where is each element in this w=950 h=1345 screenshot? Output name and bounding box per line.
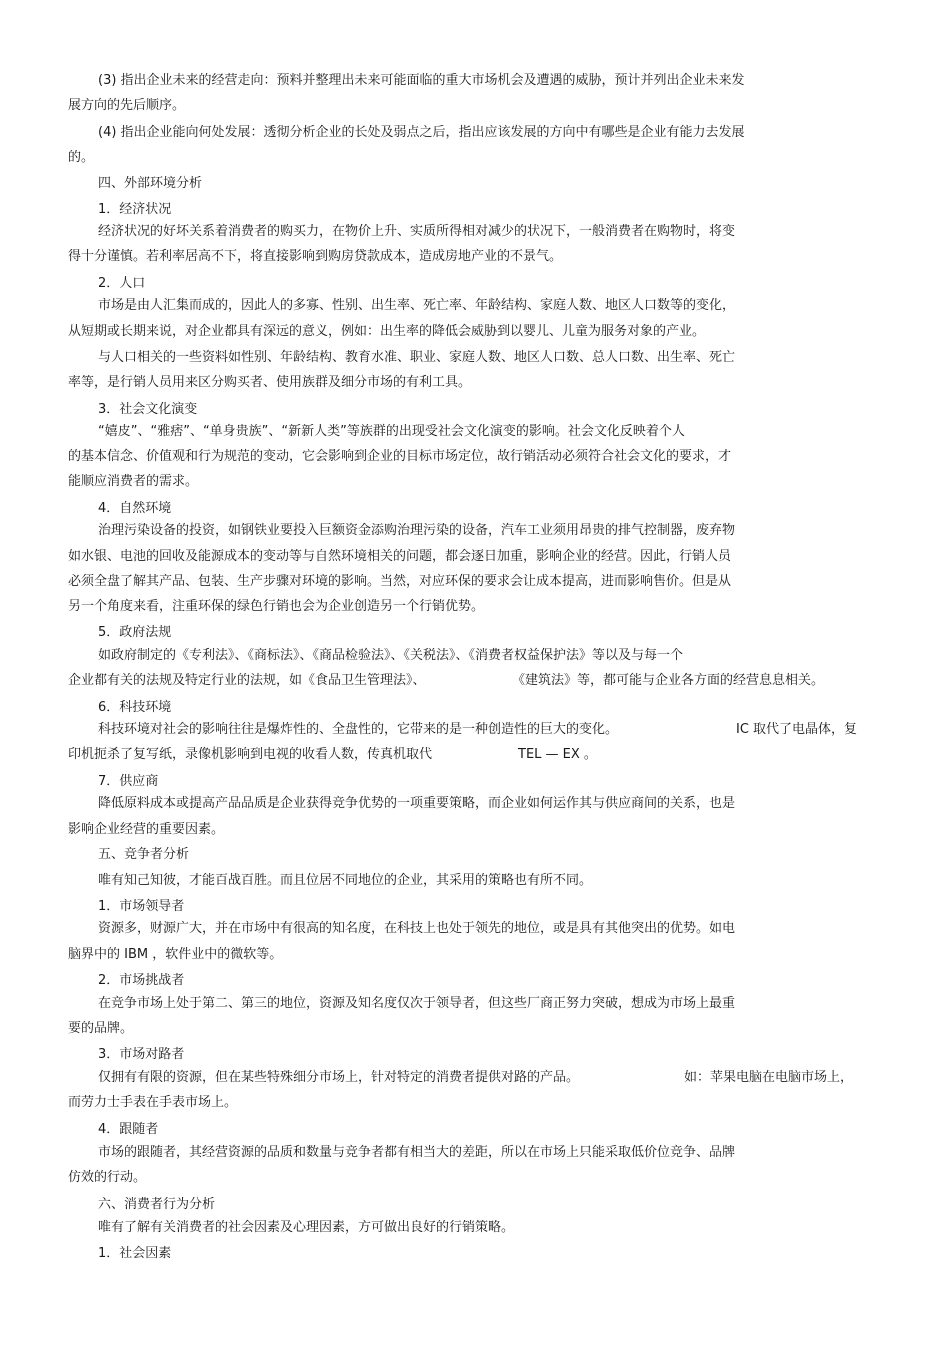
paragraph-line: 率等，是行销人员用来区分购买者、使用族群及细分市场的有利工具。 [68,375,472,390]
paragraph-line: 必须全盘了解其产品、包装、生产步骤对环境的影响。当然，对应环保的要求会让成本提高，进而影响售价。但是从 [68,574,732,589]
paragraph-line-fragment: 如：苹果电脑在电脑市场上， [684,1070,854,1085]
paragraph-line: 资源多，财源广大，并在市场中有很高的知名度，在科技上也处于领先的地位，或是具有其他突出的优势。如电 [98,921,736,936]
paragraph-line: 能顺应消费者的需求。 [68,474,199,489]
paragraph-line: “嬉皮”、“雅痞”、“单身贵族”、“新新人类”等族群的出现受社会文化演变的影响。社会文化反映着个人 [98,424,685,439]
subsection-heading: 2．市场挑战者 [98,973,185,988]
paragraph-line-fragment: IC 取代了电晶体，复 [736,722,858,737]
paragraph-line: 的基本信念、价值观和行为规范的变动，它会影响到企业的目标市场定位，故行销活动必须符合社会文化的要求，才 [68,449,732,464]
subsection-heading: 5．政府法规 [98,625,172,640]
paragraph-line: 企业都有关的法规及特定行业的法规，如《食品卫生管理法》、 [68,673,426,688]
subsection-heading: 3．社会文化演变 [98,402,198,417]
subsection-heading: 2．人口 [98,276,146,291]
paragraph-line: 如政府制定的《专利法》、《商标法》、《商品检验法》、《关税法》、《消费者权益保护法》等以及与每一个 [98,648,684,663]
paragraph-line: 治理污染设备的投资，如钢铁业要投入巨额资金添购治理污染的设备，汽车工业须用昂贵的排气控制器，废弃物 [98,523,736,538]
paragraph-line: (4) 指出企业能向何处发展：透彻分析企业的长处及弱点之后，指出应该发展的方向中有哪些是企业有能力去发展 [98,125,745,140]
paragraph-line: 唯有知己知彼，才能百战百胜。而且位居不同地位的企业，其采用的策略也有所不同。 [98,873,593,888]
paragraph-line: 另一个角度来看，注重环保的绿色行销也会为企业创造另一个行销优势。 [68,599,485,614]
paragraph-line: 的。 [68,150,95,165]
subsection-heading: 7．供应商 [98,774,159,789]
paragraph-line: 仿效的行动。 [68,1170,147,1185]
subsection-heading: 6．科技环境 [98,700,172,715]
subsection-heading: 1．社会因素 [98,1246,172,1261]
paragraph-line: 唯有了解有关消费者的社会因素及心理因素，方可做出良好的行销策略。 [98,1220,515,1235]
paragraph-line: 从短期或长期来说，对企业都具有深远的意义，例如：出生率的降低会威胁到以婴儿、儿童为服务对象的产业。 [68,324,706,339]
paragraph-line: 仅拥有有限的资源，但在某些特殊细分市场上，针对特定的消费者提供对路的产品。 [98,1070,580,1085]
paragraph-line: 经济状况的好坏关系着消费者的购买力，在物价上升、实质所得相对减少的状况下，一般消费者在购物时，将变 [98,224,736,239]
paragraph-line: 印机扼杀了复写纸，录像机影响到电视的收看人数，传真机取代 [68,747,433,762]
section-heading: 四、外部环境分析 [98,176,203,191]
paragraph-line-fragment: TEL — EX 。 [518,747,597,762]
paragraph-line: 市场是由人汇集而成的，因此人的多寡、性别、出生率、死亡率、年龄结构、家庭人数、地区人口数等的变化， [98,298,736,313]
paragraph-line: 与人口相关的一些资料如性别、年龄结构、教育水准、职业、家庭人数、地区人口数、总人口数、出生率、死亡 [98,350,736,365]
paragraph-line: 影响企业经营的重要因素。 [68,822,225,837]
subsection-heading: 3．市场对路者 [98,1047,185,1062]
paragraph-line: 展方向的先后顺序。 [68,98,186,113]
section-heading: 五、竞争者分析 [98,847,190,862]
subsection-heading: 4．自然环境 [98,501,172,516]
subsection-heading: 4．跟随者 [98,1122,159,1137]
paragraph-line-fragment: 《建筑法》等，都可能与企业各方面的经营息息相关。 [512,673,825,688]
subsection-heading: 1．经济状况 [98,202,172,217]
subsection-heading: 1．市场领导者 [98,899,185,914]
paragraph-line: (3) 指出企业未来的经营走向：预料并整理出未来可能面临的重大市场机会及遭遇的威胁，预计并列出企业未来发 [98,73,745,88]
paragraph-line: 要的品牌。 [68,1021,134,1036]
paragraph-line: 科技环境对社会的影响往往是爆炸性的、全盘性的，它带来的是一种创造性的巨大的变化。 [98,722,619,737]
paragraph-line: 得十分谨慎。若利率居高不下，将直接影响到购房贷款成本，造成房地产业的不景气。 [68,249,563,264]
paragraph-line: 降低原料成本或提高产品品质是企业获得竞争优势的一项重要策略，而企业如何运作其与供应商间的关系，也是 [98,796,736,811]
paragraph-line: 市场的跟随者，其经营资源的品质和数量与竞争者都有相当大的差距，所以在市场上只能采取低价位竞争、品牌 [98,1145,736,1160]
section-heading: 六、消费者行为分析 [98,1197,216,1212]
paragraph-line: 在竞争市场上处于第二、第三的地位，资源及知名度仅次于领导者，但这些厂商正努力突破，想成为市场上最重 [98,996,736,1011]
paragraph-line: 脑界中的 IBM ，软件业中的微软等。 [68,947,283,962]
paragraph-line: 而劳力士手表在手表市场上。 [68,1095,238,1110]
paragraph-line: 如水银、电池的回收及能源成本的变动等与自然环境相关的问题，都会逐日加重，影响企业的经营。因此，行销人员 [68,549,732,564]
